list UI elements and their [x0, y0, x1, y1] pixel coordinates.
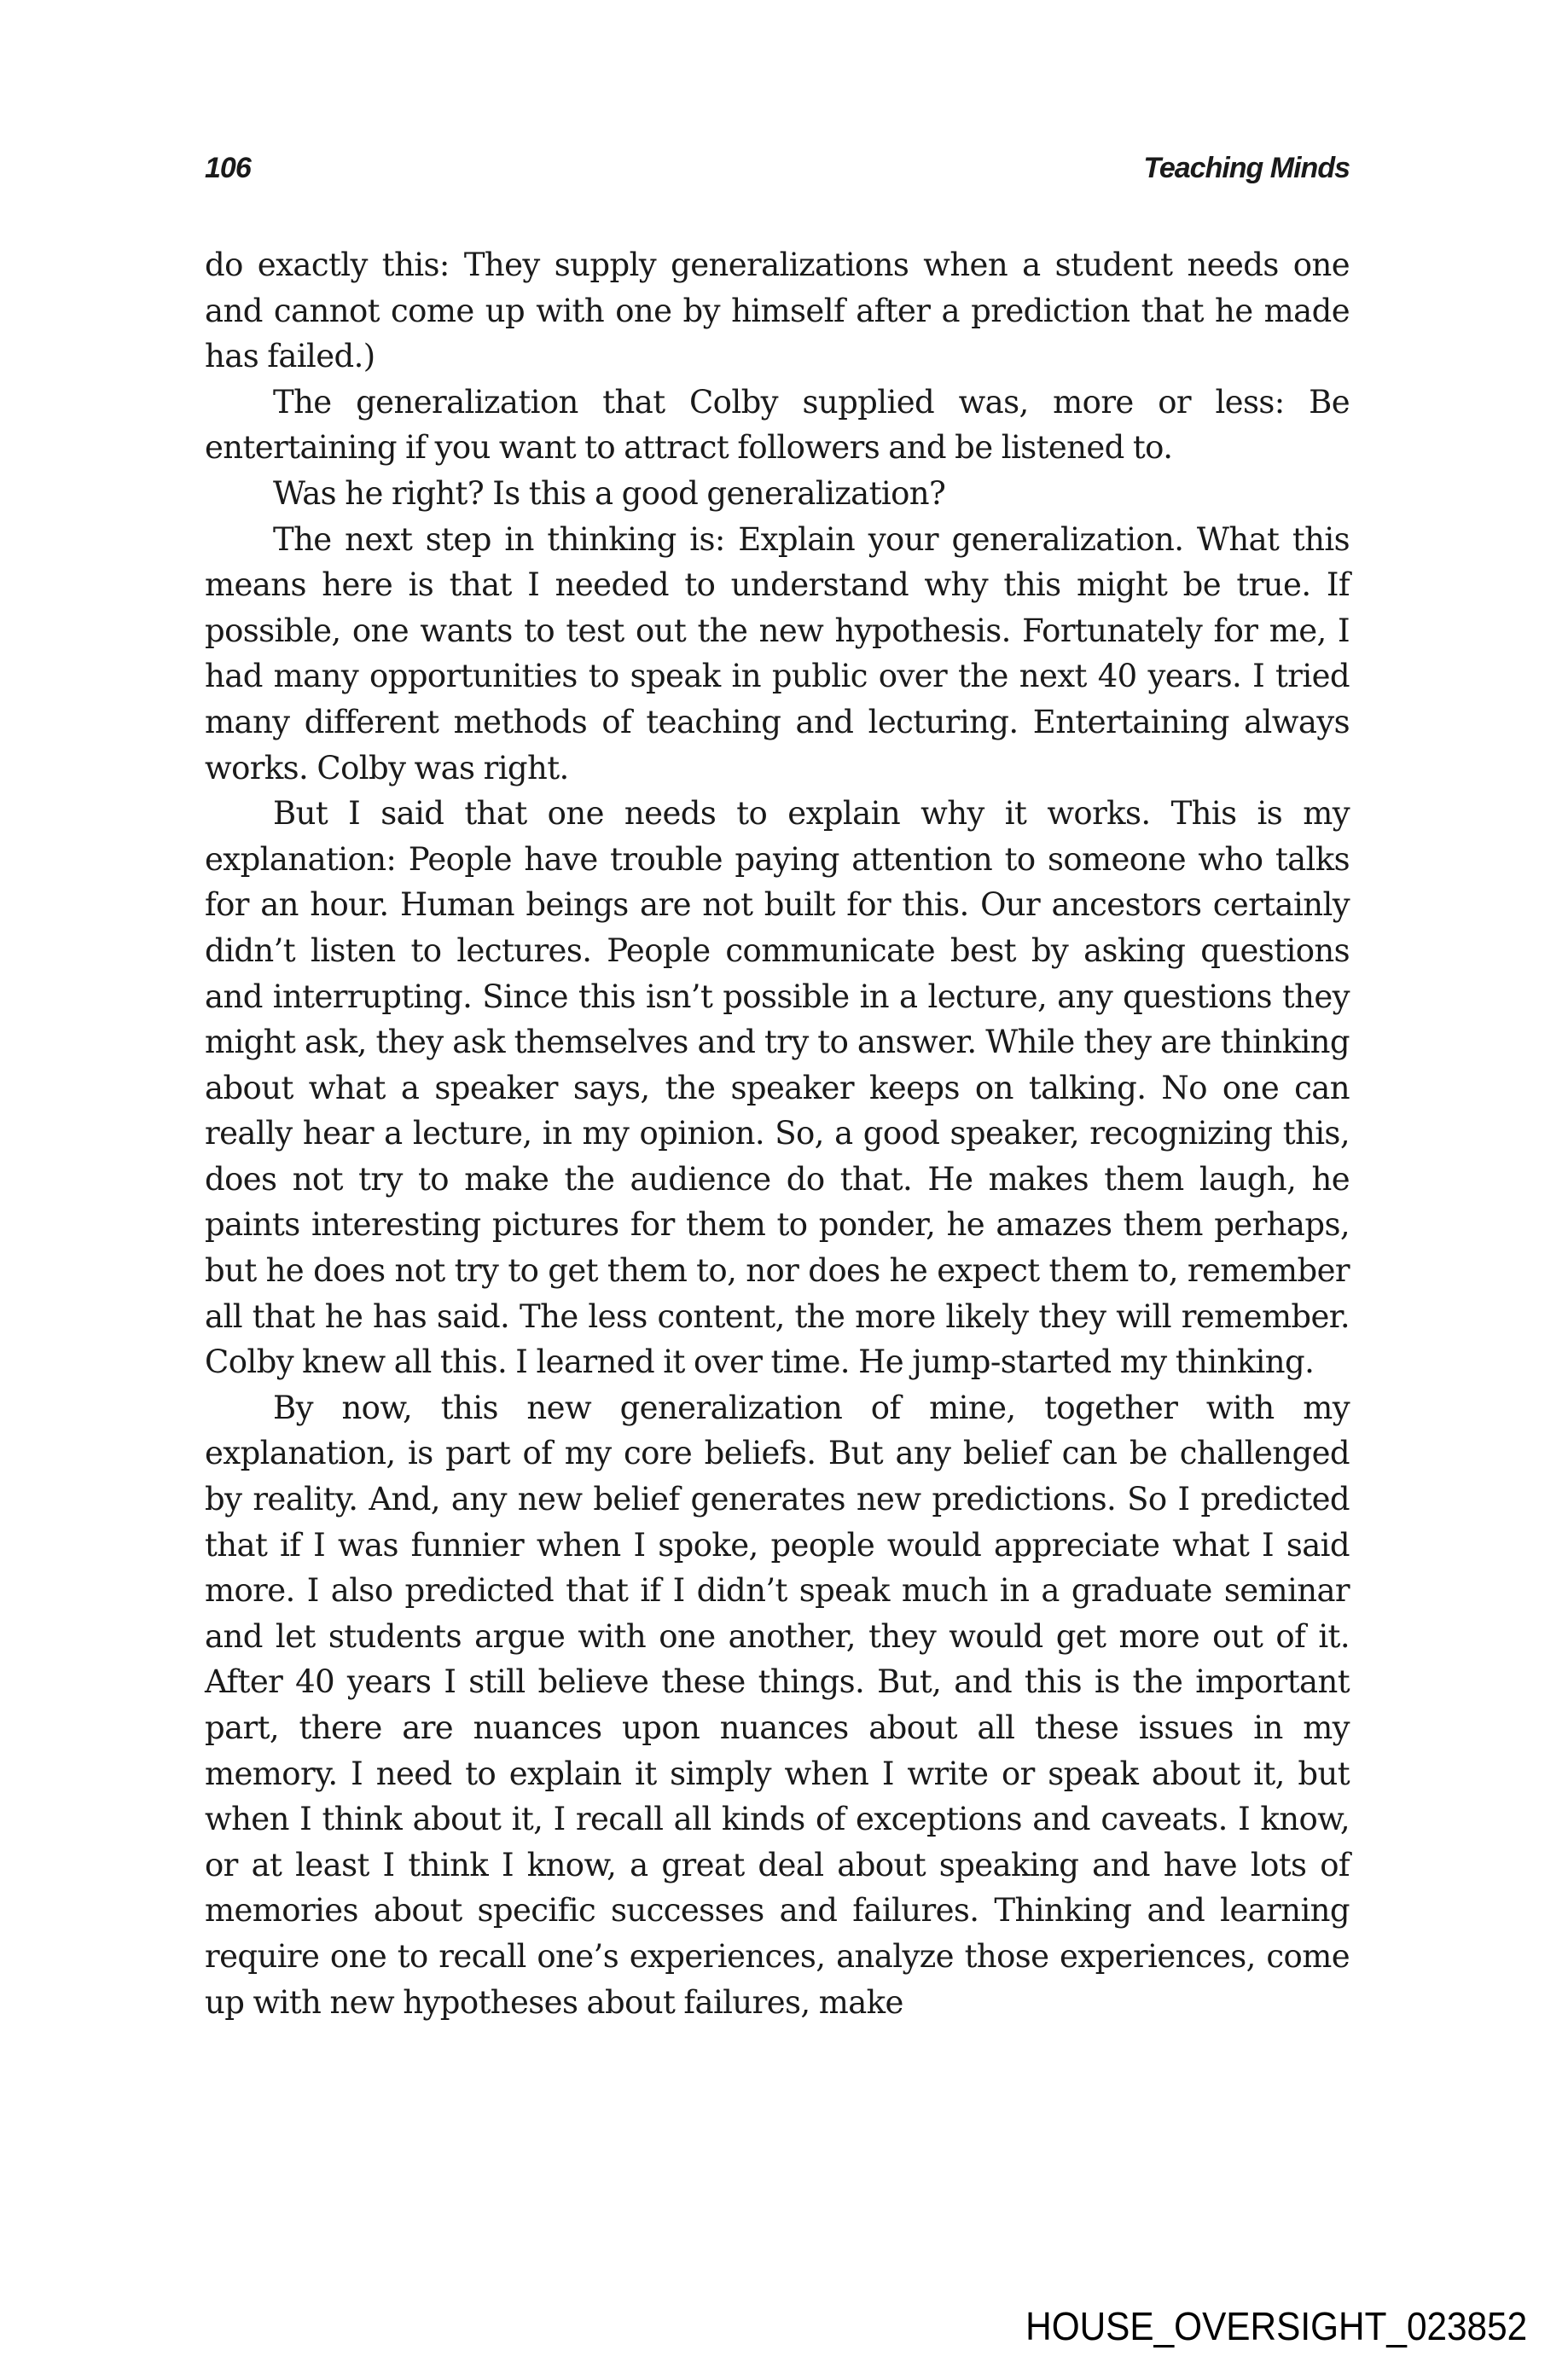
- bates-stamp: HOUSE_OVERSIGHT_023852: [1025, 2304, 1527, 2348]
- paragraph-continuation: do exactly this: They supply generalizations when a student needs one and cannot come up with one by himself after a prediction that he made has failed.): [205, 247, 1350, 375]
- page-number: 106: [205, 152, 251, 184]
- running-head-title: Teaching Minds: [1143, 152, 1350, 184]
- paragraph: By now, this new generalization of mine, together with my explanation, is part of my core beliefs. But any belief can be challenged by reality. And, any new belief generates new predictions. So I predicted that if I was funnier when I spoke, people would appreciate what I said more. I also predicted that if I didn’t speak much in a graduate seminar and let students argue with one another, they would get more out of it. After 40 years I still believe these things. But, and this is the important part, there are nuances upon nuances about all these issues in my memory. I need to explain it simply when I write or speak about it, but when I think about it, I recall all kinds of exceptions and caveats. I know, or at least I think I know, a great deal about speaking and have lots of memories about specific successes and failures. Thinking and learning require one to recall one’s experiences, analyze those experiences, come up with new hypotheses about failures, make: [205, 1389, 1350, 2021]
- page-header: [205, 152, 1350, 194]
- paragraph: Was he right? Is this a good generalization?: [273, 474, 946, 512]
- paragraph: The next step in thinking is: Explain your generalization. What this means here is that I needed to understand why this might be true. If possible, one wants to test out the new hypothesis. Fortunately for me, I had many opportunities to speak in public over the next 40 years. I tried many different methods of teaching and lecturing. Entertaining always works. Colby was right.: [205, 520, 1350, 786]
- paragraph: But I said that one needs to explain why it works. This is my explanation: People have trouble paying attention to someone who talks for an hour. Human beings are not built for this. Our ancestors certainly didn’t listen to lectures. People communicate best by asking questions and interrupting. Since this isn’t possible in a lecture, any questions they might ask, they ask themselves and try to answer. While they are thinking about what a speaker says, the speaker keeps on talking. No one can really hear a lecture, in my opinion. So, a good speaker, recognizing this, does not try to make the audience do that. He makes them laugh, he paints interesting pictures for them to ponder, he amazes them perhaps, but he does not try to get them to, nor does he expect them to, remember all that he has said. The less content, the more likely they will remember. Colby knew all this. I learned it over time. He jump-started my thinking.: [205, 795, 1350, 1381]
- body-text: [205, 242, 1350, 2025]
- paragraph: The generalization that Colby supplied was, more or less: Be entertaining if you want to attract followers and be listened to.: [205, 383, 1350, 467]
